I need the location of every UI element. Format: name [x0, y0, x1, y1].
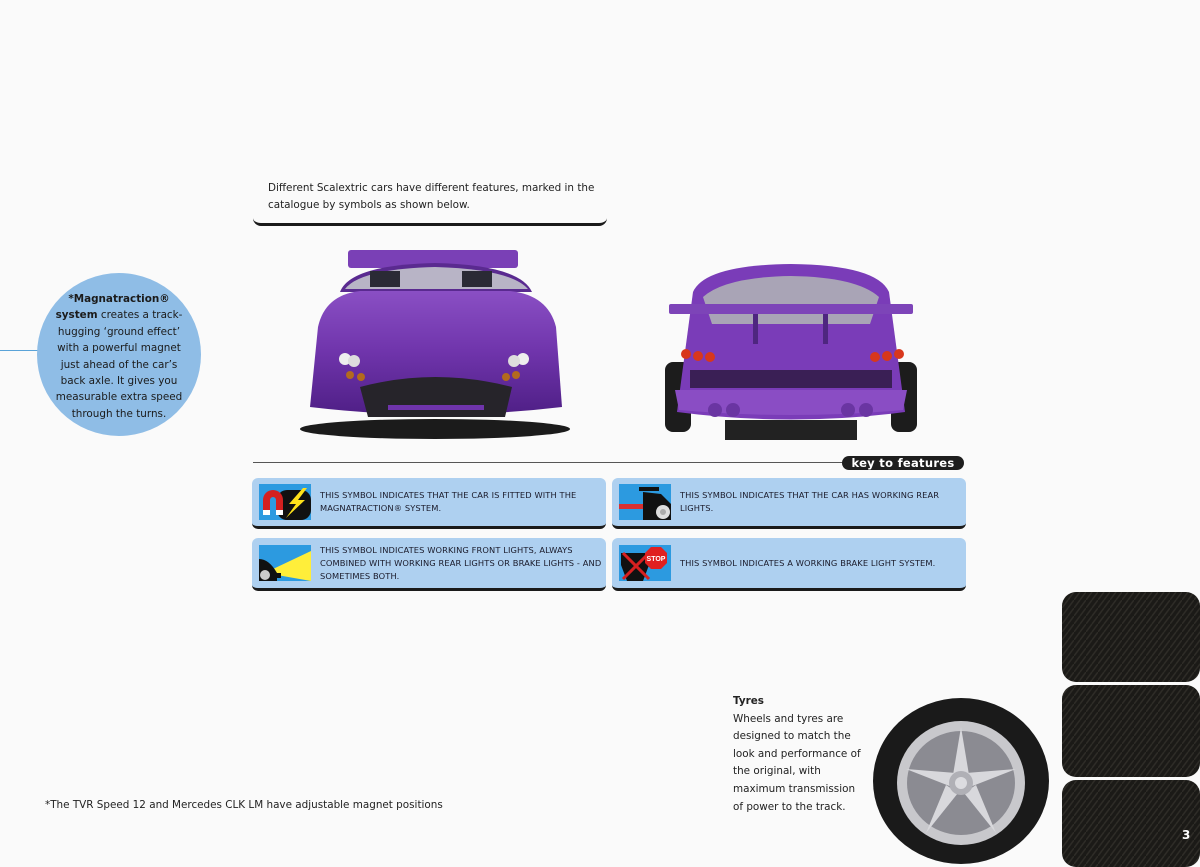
- page-number: 3: [1182, 828, 1191, 842]
- car-front-image: [300, 247, 570, 443]
- tyres-body: Wheels and tyres are designed to match the look and performance of the original, with maximum transmission of power to the track.: [733, 712, 861, 813]
- callout-title-1: *Magnatraction®: [68, 292, 170, 305]
- feature-brake-lights: [612, 538, 966, 591]
- key-to-features-label: key to features: [842, 456, 964, 470]
- car-rear-image: [665, 262, 917, 448]
- feature-rear-lights: [612, 478, 966, 529]
- tyres-stack-image: [1062, 592, 1200, 867]
- callout-body: creates a track-hugging ‘ground effect’ with a powerful magnet just ahead of the car’s back axle. It gives you measurable extra speed through the turns.: [55, 309, 183, 420]
- feature-magnatraction: [252, 478, 606, 529]
- feature-text: THIS SYMBOL INDICATES WORKING FRONT LIGHTS, ALWAYS COMBINED WITH WORKING REAR LIGHTS OR BRAKE LIGHTS - AND SOMETIMES BOTH.: [320, 544, 602, 581]
- feature-text: THIS SYMBOL INDICATES A WORKING BRAKE LIGHT SYSTEM.: [680, 557, 936, 568]
- callout-title-2: system: [55, 309, 98, 322]
- rear-lights-icon: [619, 484, 671, 520]
- svg-text:STOP: STOP: [646, 556, 666, 563]
- footnote: *The TVR Speed 12 and Mercedes CLK LM have adjustable magnet positions: [45, 799, 443, 811]
- feature-text: THIS SYMBOL INDICATES THAT THE CAR HAS WORKING REAR LIGHTS.: [680, 490, 940, 513]
- tyres-heading: Tyres: [733, 695, 764, 707]
- key-divider: [253, 462, 848, 463]
- tyres-section: [733, 693, 863, 816]
- wheel-image: [872, 697, 1050, 865]
- magnet-icon: [259, 484, 311, 520]
- feature-text: THIS SYMBOL INDICATES THAT THE CAR IS FITTED WITH THE MAGNATRACTION® SYSTEM.: [320, 490, 577, 513]
- brake-light-icon: [619, 545, 671, 581]
- intro-box: [253, 176, 607, 226]
- intro-text: Different Scalextric cars have different features, marked in the catalogue by symbols as shown below.: [268, 182, 595, 211]
- feature-front-lights: [252, 538, 606, 591]
- magnatraction-callout: [37, 273, 201, 436]
- front-lights-icon: [259, 545, 311, 581]
